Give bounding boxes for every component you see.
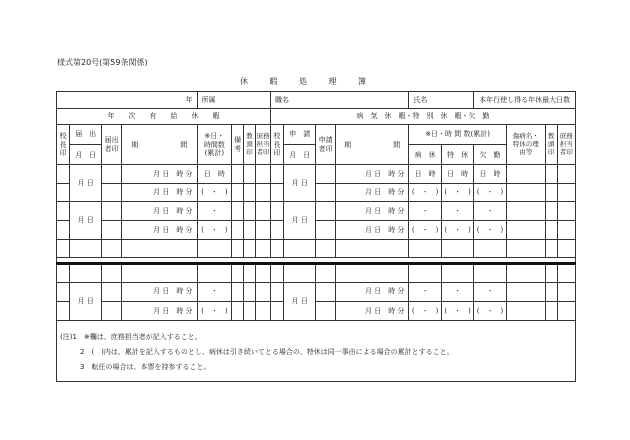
absence-days-cell: 日 時: [474, 165, 506, 183]
max-days-label: 本年行使し得る年休最大日数: [474, 92, 576, 109]
absence-cumulative: ( ・ ): [474, 301, 506, 320]
sick-days-cell: ・: [409, 201, 441, 220]
period-end: 月 日 時 分: [121, 220, 197, 239]
header-row: [57, 92, 576, 109]
entry-row: [57, 165, 576, 183]
annual-leave-title: 年 次 有 給 休 暇: [57, 109, 271, 125]
sick-cumulative: ( ・ ): [409, 183, 441, 201]
name-label: 氏名: [409, 92, 474, 109]
period-header: 期 間: [121, 125, 197, 165]
application-date-cell: 月 日: [284, 282, 316, 320]
sick-cumulative: ( ・ ): [409, 301, 441, 320]
days-header: ※日・ 時間数 (累計): [197, 125, 232, 165]
application-date-header: 申 請: [284, 125, 316, 145]
request-date-subheader: 月 日: [69, 145, 101, 165]
request-date-cell: 月 日: [69, 201, 101, 239]
cumulative-cell: ( ・ ): [197, 183, 232, 201]
entry-row: [57, 282, 576, 301]
period-end-right: 月 日 時 分: [335, 183, 409, 201]
special-days-cell: ・: [441, 282, 473, 301]
clerk-seal-header-right: 庶務 担当 者印: [557, 125, 575, 165]
absence-cumulative: ( ・ ): [474, 220, 506, 239]
cumulative-cell: ( ・ ): [197, 301, 232, 320]
period-start: 月 日 時 分: [121, 282, 197, 301]
leave-table: [56, 91, 576, 321]
period-header-right: 期 間: [335, 125, 409, 165]
vice-principal-header-right: 教頭印: [545, 125, 557, 165]
form-number: 様式第20号(第59条関係): [57, 58, 148, 67]
year-label: 年: [57, 92, 198, 109]
period-start-right: 月 日 時 分: [335, 282, 409, 301]
principal-seal-header-right: 校 長 印: [271, 125, 284, 165]
vice-principal-header: 教頭印: [244, 125, 256, 165]
period-start: 月 日 時 分: [121, 165, 197, 183]
special-cumulative: ( ・ ): [441, 220, 473, 239]
post-label: 職名: [271, 92, 409, 109]
application-date-cell: 月 日: [284, 201, 316, 239]
note-1: (注)1 ※欄は、庶務担当者が記入すること。: [60, 333, 202, 341]
sick-leave-header: 病 休: [409, 145, 441, 165]
requester-seal-header: 届出 者印: [102, 125, 121, 165]
application-date-subheader: 月 日: [284, 145, 316, 165]
special-days-cell: 日 時: [441, 165, 473, 183]
period-end: 月 日 時 分: [121, 301, 197, 320]
days-header-right: ※日・時 間 数(累計): [409, 125, 506, 145]
absence-days-cell: ・: [474, 201, 506, 220]
period-end: 月 日 時 分: [121, 183, 197, 201]
dept-label: 所属: [197, 92, 271, 109]
period-end-right: 月 日 時 分: [335, 220, 409, 239]
special-cumulative: ( ・ ): [441, 301, 473, 320]
special-leave-header: 特 休: [441, 145, 473, 165]
sick-days-cell: ・: [409, 282, 441, 301]
absence-days-cell: ・: [474, 282, 506, 301]
cumulative-cell: ( ・ ): [197, 220, 232, 239]
entry-row: [57, 201, 576, 220]
days-cell: 日 時: [197, 165, 232, 183]
sick-days-cell: 日 時: [409, 165, 441, 183]
note-3: 3 転任の場合は、本票を持参すること。: [80, 363, 211, 371]
sick-cumulative: ( ・ ): [409, 220, 441, 239]
period-start-right: 月 日 時 分: [335, 165, 409, 183]
remarks-header: 備 考: [232, 125, 244, 165]
reason-header: 傷病名・ 特休の理 由等: [506, 125, 545, 165]
absence-header: 欠 勤: [474, 145, 506, 165]
special-cumulative: ( ・ ): [441, 183, 473, 201]
clerk-seal-header: 庶務 担当 者印: [255, 125, 270, 165]
form-title: 休 暇 処 理 簿: [240, 77, 367, 86]
request-date-cell: 月 日: [69, 165, 101, 201]
special-days-cell: ・: [441, 201, 473, 220]
period-start-right: 月 日 時 分: [335, 201, 409, 220]
principal-seal-header: 校 長 印: [57, 125, 70, 165]
request-date-header: 届 出: [69, 125, 101, 145]
absence-cumulative: ( ・ ): [474, 183, 506, 201]
special-leave-title: 病 気 休 暇・特 別 休 暇・欠 勤: [271, 109, 576, 125]
application-date-cell: 月 日: [284, 165, 316, 201]
days-cell: ・: [197, 201, 232, 220]
note-2: 2 ( )内は、累計を記入するものとし、病休は引き続いてとる場合の、特休は同一事由による場合の累計とすること。: [80, 348, 454, 356]
days-cell: ・: [197, 282, 232, 301]
applicant-seal-header: 申請 者印: [316, 125, 335, 165]
period-end-right: 月 日 時 分: [335, 301, 409, 320]
request-date-cell: 月 日: [69, 282, 101, 320]
notes: [60, 330, 454, 375]
period-start: 月 日 時 分: [121, 201, 197, 220]
